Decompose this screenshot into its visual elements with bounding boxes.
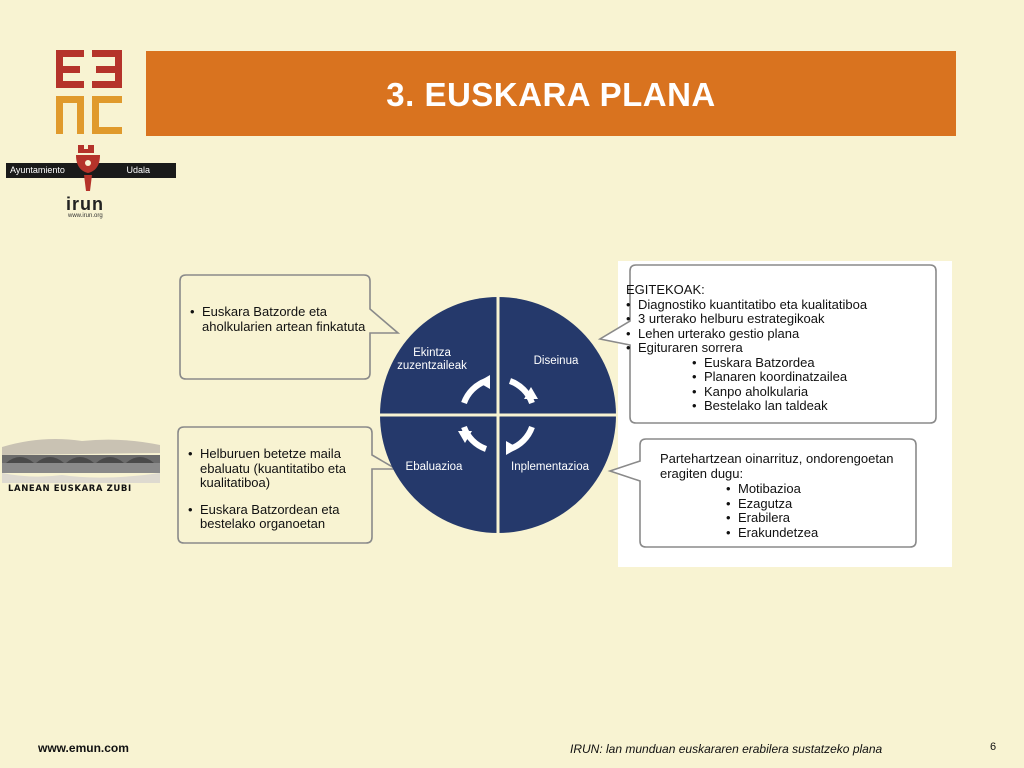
quadrant-bottom-right — [498, 415, 616, 533]
callout-bottom-left — [188, 447, 378, 532]
callout-subitem: • Planaren koordinatzailea — [626, 370, 936, 385]
callout-subitem: • Erabilera — [660, 511, 920, 526]
page-number: 6 — [990, 741, 997, 753]
callout-item: • 3 urterako helburu estrategikoak — [626, 312, 936, 327]
callout-top-left — [190, 305, 380, 334]
emun-logo — [56, 50, 122, 134]
callout-subitem: • Kanpo aholkularia — [626, 385, 936, 400]
callout-heading: EGITEKOAK: — [626, 282, 705, 297]
quadrant-label-ebaluazioa: Ebaluazioa — [405, 461, 463, 473]
planning-cycle-diagram — [168, 255, 954, 570]
callout-subitem: • Motibazioa — [660, 482, 920, 497]
callout-subitem: • Euskara Batzordea — [626, 356, 936, 371]
quadrant-label-diseinua: Diseinua — [533, 355, 579, 367]
callout-heading: Partehartzean oinarrituz, ondorengoetan eragiten dugu: — [660, 451, 894, 481]
ayuntamiento-label: Ayuntamiento — [10, 165, 65, 175]
callout-item: • Helburuen betetze maila ebaluatu (kuantitatibo eta kualitatiboa) — [188, 447, 378, 491]
irun-url: www.irun.org — [68, 213, 103, 219]
page-title: 3. EUSKARA PLANA — [386, 76, 716, 113]
footer-url[interactable]: www.emun.com — [38, 741, 129, 755]
callout-item: • Euskara Batzorde eta aholkularien artean finkatuta — [190, 305, 380, 334]
quadrant-bottom-left — [380, 415, 498, 533]
callout-bottom-right — [660, 452, 920, 540]
callout-item: • Egituraren sorrera — [626, 341, 936, 356]
quadrant-label-ekintza: Ekintza zuzentzaileak — [397, 347, 467, 372]
bridge-caption: LANEAN EUSKARA ZUBI — [8, 484, 132, 494]
callout-item: • Euskara Batzordean eta bestelako organoetan — [188, 503, 378, 532]
footer-subtitle: IRUN: lan munduan euskararen erabilera sustatzeko plana — [570, 742, 883, 756]
callout-subitem: • Bestelako lan taldeak — [626, 399, 936, 414]
callout-subitem: • Ezagutza — [660, 497, 920, 512]
callout-item: • Diagnostiko kuantitatibo eta kualitatiboa — [626, 298, 936, 313]
title-band — [146, 51, 956, 136]
udala-label: Udala — [126, 165, 150, 175]
callout-top-right — [626, 283, 936, 414]
quadrant-label-inplementazioa: Inplementazioa — [511, 461, 589, 473]
callout-subitem: • Erakundetzea — [660, 526, 920, 541]
callout-item: • Lehen urterako gestio plana — [626, 327, 936, 342]
irun-wordmark: irun — [66, 194, 104, 214]
